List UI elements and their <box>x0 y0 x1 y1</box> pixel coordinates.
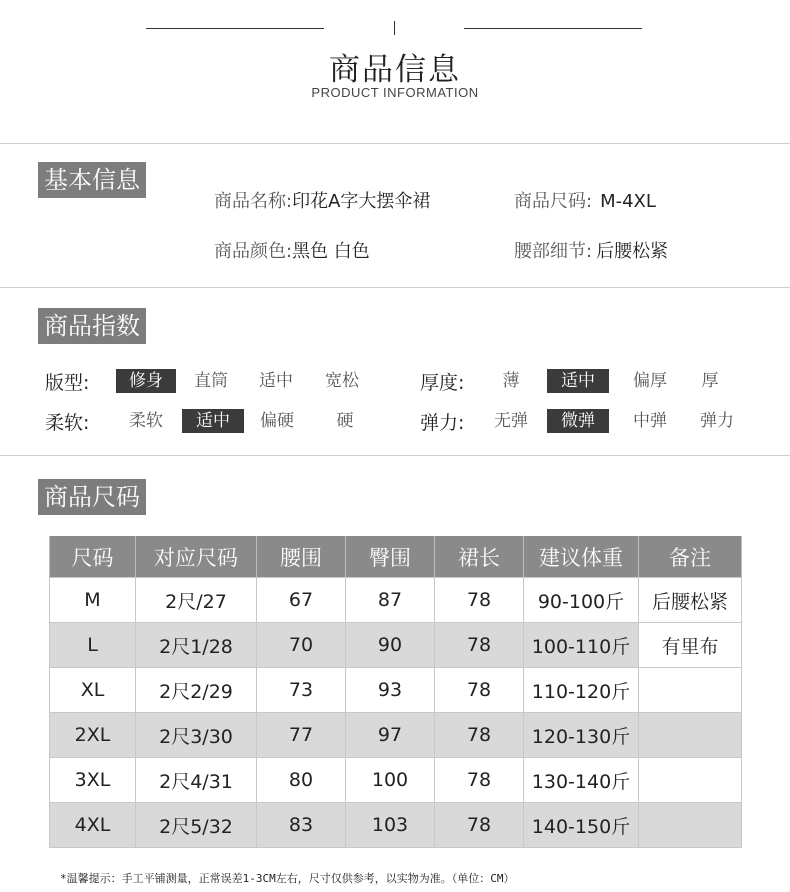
thickness-option-thick: 厚 <box>701 371 719 391</box>
divider <box>0 455 790 456</box>
softness-label: 柔软: <box>45 412 90 434</box>
product-size-value: M-4XL <box>600 191 656 212</box>
softness-option-stiff: 硬 <box>336 411 354 431</box>
product-color-label: 商品颜色: <box>214 241 293 262</box>
table-cell: 3XL <box>50 758 136 803</box>
table-cell: XL <box>50 668 136 713</box>
table-cell: 2XL <box>50 713 136 758</box>
table-cell: 77 <box>257 713 346 758</box>
table-note-cell <box>639 803 742 848</box>
thickness-option-thick-ish: 偏厚 <box>633 371 667 391</box>
header-line-left <box>146 28 324 29</box>
table-row <box>50 758 742 803</box>
thickness-label: 厚度: <box>420 372 465 394</box>
section-label-basic-info: 基本信息 <box>38 162 146 198</box>
size-table-header: 腰围 <box>257 536 346 578</box>
table-cell: 90 <box>346 623 435 668</box>
table-cell: 2尺4/31 <box>136 758 257 803</box>
table-note-cell: 有里布 <box>639 623 742 668</box>
table-cell: 93 <box>346 668 435 713</box>
table-cell: 70 <box>257 623 346 668</box>
table-cell: L <box>50 623 136 668</box>
table-cell: 103 <box>346 803 435 848</box>
size-table-header: 裙长 <box>435 536 524 578</box>
table-cell: 2尺1/28 <box>136 623 257 668</box>
section-label-size: 商品尺码 <box>38 479 146 515</box>
waist-detail-label: 腰部细节: <box>514 241 593 262</box>
page-subtitle: PRODUCT INFORMATION <box>311 85 479 100</box>
page-title: 商品信息 <box>329 52 461 88</box>
table-cell: 2尺/27 <box>136 578 257 623</box>
table-cell: 100 <box>346 758 435 803</box>
product-name-field <box>214 187 430 213</box>
table-cell: 78 <box>435 713 524 758</box>
table-cell: 120-130斤 <box>524 713 639 758</box>
elasticity-option-slight: 微弹 <box>547 409 609 433</box>
fit-option-slim: 修身 <box>116 369 176 393</box>
thickness-option-thin: 薄 <box>502 371 520 391</box>
table-note-cell <box>639 758 742 803</box>
elasticity-option-medium: 中弹 <box>633 411 667 431</box>
table-cell: M <box>50 578 136 623</box>
size-table <box>49 536 742 848</box>
table-row <box>50 578 742 623</box>
table-cell: 100-110斤 <box>524 623 639 668</box>
product-name-value: 印花A字大摆伞裙 <box>292 191 431 212</box>
table-cell: 110-120斤 <box>524 668 639 713</box>
table-cell: 2尺2/29 <box>136 668 257 713</box>
table-cell: 80 <box>257 758 346 803</box>
table-cell: 97 <box>346 713 435 758</box>
elasticity-option-high: 弹力 <box>700 411 734 431</box>
elasticity-label: 弹力: <box>420 412 465 434</box>
section-label-indices: 商品指数 <box>38 308 146 344</box>
table-cell: 78 <box>435 578 524 623</box>
table-cell: 90-100斤 <box>524 578 639 623</box>
size-table-header: 建议体重 <box>524 536 639 578</box>
divider <box>0 287 790 288</box>
table-cell: 73 <box>257 668 346 713</box>
divider <box>0 143 790 144</box>
waist-detail-value: 后腰松紧 <box>596 241 669 262</box>
table-note-cell: 后腰松紧 <box>639 578 742 623</box>
table-cell: 83 <box>257 803 346 848</box>
table-cell: 87 <box>346 578 435 623</box>
table-cell: 4XL <box>50 803 136 848</box>
elasticity-option-none: 无弹 <box>494 411 528 431</box>
product-color-value: 黑色 白色 <box>292 241 370 262</box>
product-size-field <box>514 187 656 213</box>
softness-option-medium: 适中 <box>182 409 244 433</box>
thickness-option-medium: 适中 <box>547 369 609 393</box>
size-table-header-row <box>50 536 742 578</box>
fit-option-regular: 适中 <box>259 371 293 391</box>
table-row <box>50 668 742 713</box>
table-note-cell <box>639 668 742 713</box>
table-row <box>50 803 742 848</box>
table-cell: 67 <box>257 578 346 623</box>
size-table-header: 尺码 <box>50 536 136 578</box>
waist-detail-field <box>514 237 668 263</box>
size-table-header: 备注 <box>639 536 742 578</box>
table-cell: 78 <box>435 758 524 803</box>
product-size-label: 商品尺码: <box>514 191 593 212</box>
measurement-note: *温馨提示：手工平铺测量，正常误差1-3CM左右，尺寸仅供参考，以实物为准。（单位：CM） <box>60 872 515 885</box>
fit-option-loose: 宽松 <box>325 371 359 391</box>
fit-label: 版型: <box>45 372 90 394</box>
table-cell: 130-140斤 <box>524 758 639 803</box>
product-color-field <box>214 237 370 263</box>
table-cell: 78 <box>435 803 524 848</box>
table-cell: 140-150斤 <box>524 803 639 848</box>
table-cell: 2尺3/30 <box>136 713 257 758</box>
size-table-header: 臀围 <box>346 536 435 578</box>
table-cell: 78 <box>435 668 524 713</box>
product-name-label: 商品名称: <box>214 191 293 212</box>
header-line-right <box>464 28 642 29</box>
header-tick <box>394 21 395 35</box>
table-row <box>50 713 742 758</box>
table-cell: 78 <box>435 623 524 668</box>
table-row <box>50 623 742 668</box>
table-note-cell <box>639 713 742 758</box>
softness-option-soft: 柔软 <box>129 411 163 431</box>
fit-option-straight: 直筒 <box>194 371 228 391</box>
table-cell: 2尺5/32 <box>136 803 257 848</box>
size-table-header: 对应尺码 <box>136 536 257 578</box>
softness-option-stiff-ish: 偏硬 <box>260 411 294 431</box>
